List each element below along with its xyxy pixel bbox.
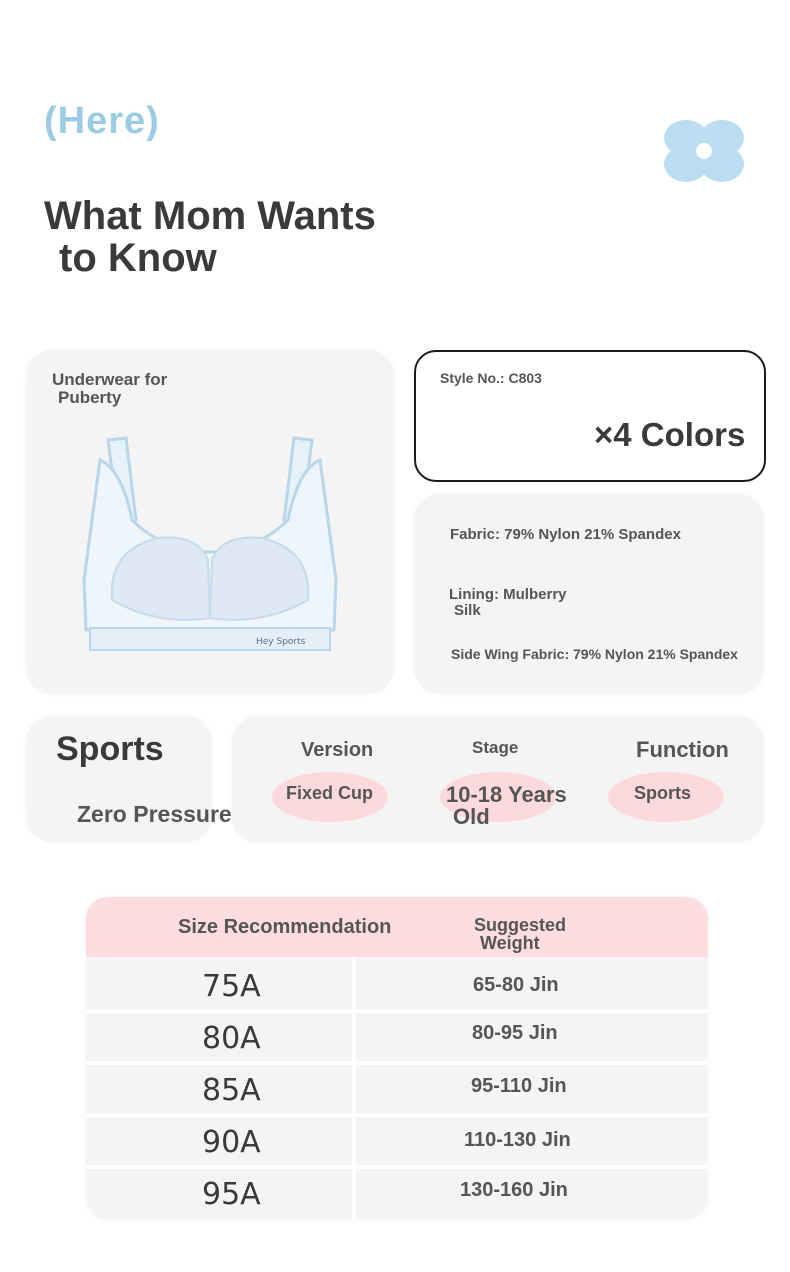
size-cell: 95A <box>202 1177 261 1212</box>
stage-value <box>446 784 567 828</box>
stage-value-line-1: 10-18 Years <box>446 782 567 807</box>
row-divider <box>86 1009 708 1013</box>
size-cell: 90A <box>202 1125 261 1160</box>
section-tag: (Here) <box>44 100 160 142</box>
garment-print: Hey Sports <box>256 637 306 647</box>
weight-header-line-1: Suggested <box>474 915 567 935</box>
version-label: Version <box>301 739 374 761</box>
column-divider <box>352 957 356 1219</box>
row-divider <box>86 1165 708 1169</box>
stage-value-line-2: Old <box>453 804 490 829</box>
function-label: Function <box>636 737 729 762</box>
weight-cell: 95-110 Jin <box>471 1075 567 1097</box>
function-value: Sports <box>634 783 692 803</box>
product-label <box>52 371 212 407</box>
side-wing-text: Side Wing Fabric: 79% Nylon 21% Spandex <box>451 646 738 662</box>
lining-text <box>449 587 567 619</box>
title-line-1: What Mom Wants <box>44 194 376 238</box>
stage-label: Stage <box>472 738 519 757</box>
feature-subtitle: Zero Pressure <box>77 801 232 827</box>
weight-cell: 130-160 Jin <box>460 1179 568 1201</box>
weight-cell: 80-95 Jin <box>472 1022 558 1044</box>
style-number: Style No.: C803 <box>440 370 542 386</box>
row-divider <box>86 1061 708 1065</box>
page-title <box>44 195 464 279</box>
size-cell: 85A <box>202 1073 261 1108</box>
feature-title: Sports <box>56 730 164 768</box>
fabric-text: Fabric: 79% Nylon 21% Spandex <box>450 526 681 543</box>
product-label-line-2: Puberty <box>58 388 122 407</box>
lining-line-1: Lining: Mulberry <box>449 586 567 603</box>
weight-cell: 65-80 Jin <box>473 974 559 996</box>
color-count: ×4 Colors <box>594 416 746 453</box>
title-line-2: to Know <box>59 236 217 280</box>
size-table <box>86 897 708 1219</box>
size-cell: 75A <box>202 969 261 1004</box>
bra-image <box>78 430 342 660</box>
size-column-header: Size Recommendation <box>178 916 392 938</box>
flower-icon <box>662 118 746 184</box>
product-label-line-1: Underwear for <box>52 370 168 389</box>
row-divider <box>86 1113 708 1117</box>
weight-header-line-2: Weight <box>480 933 540 953</box>
weight-column-header <box>474 916 566 952</box>
size-cell: 80A <box>202 1021 261 1056</box>
weight-cell: 110-130 Jin <box>464 1129 571 1151</box>
version-value: Fixed Cup <box>286 783 374 803</box>
lining-line-2: Silk <box>454 602 481 619</box>
